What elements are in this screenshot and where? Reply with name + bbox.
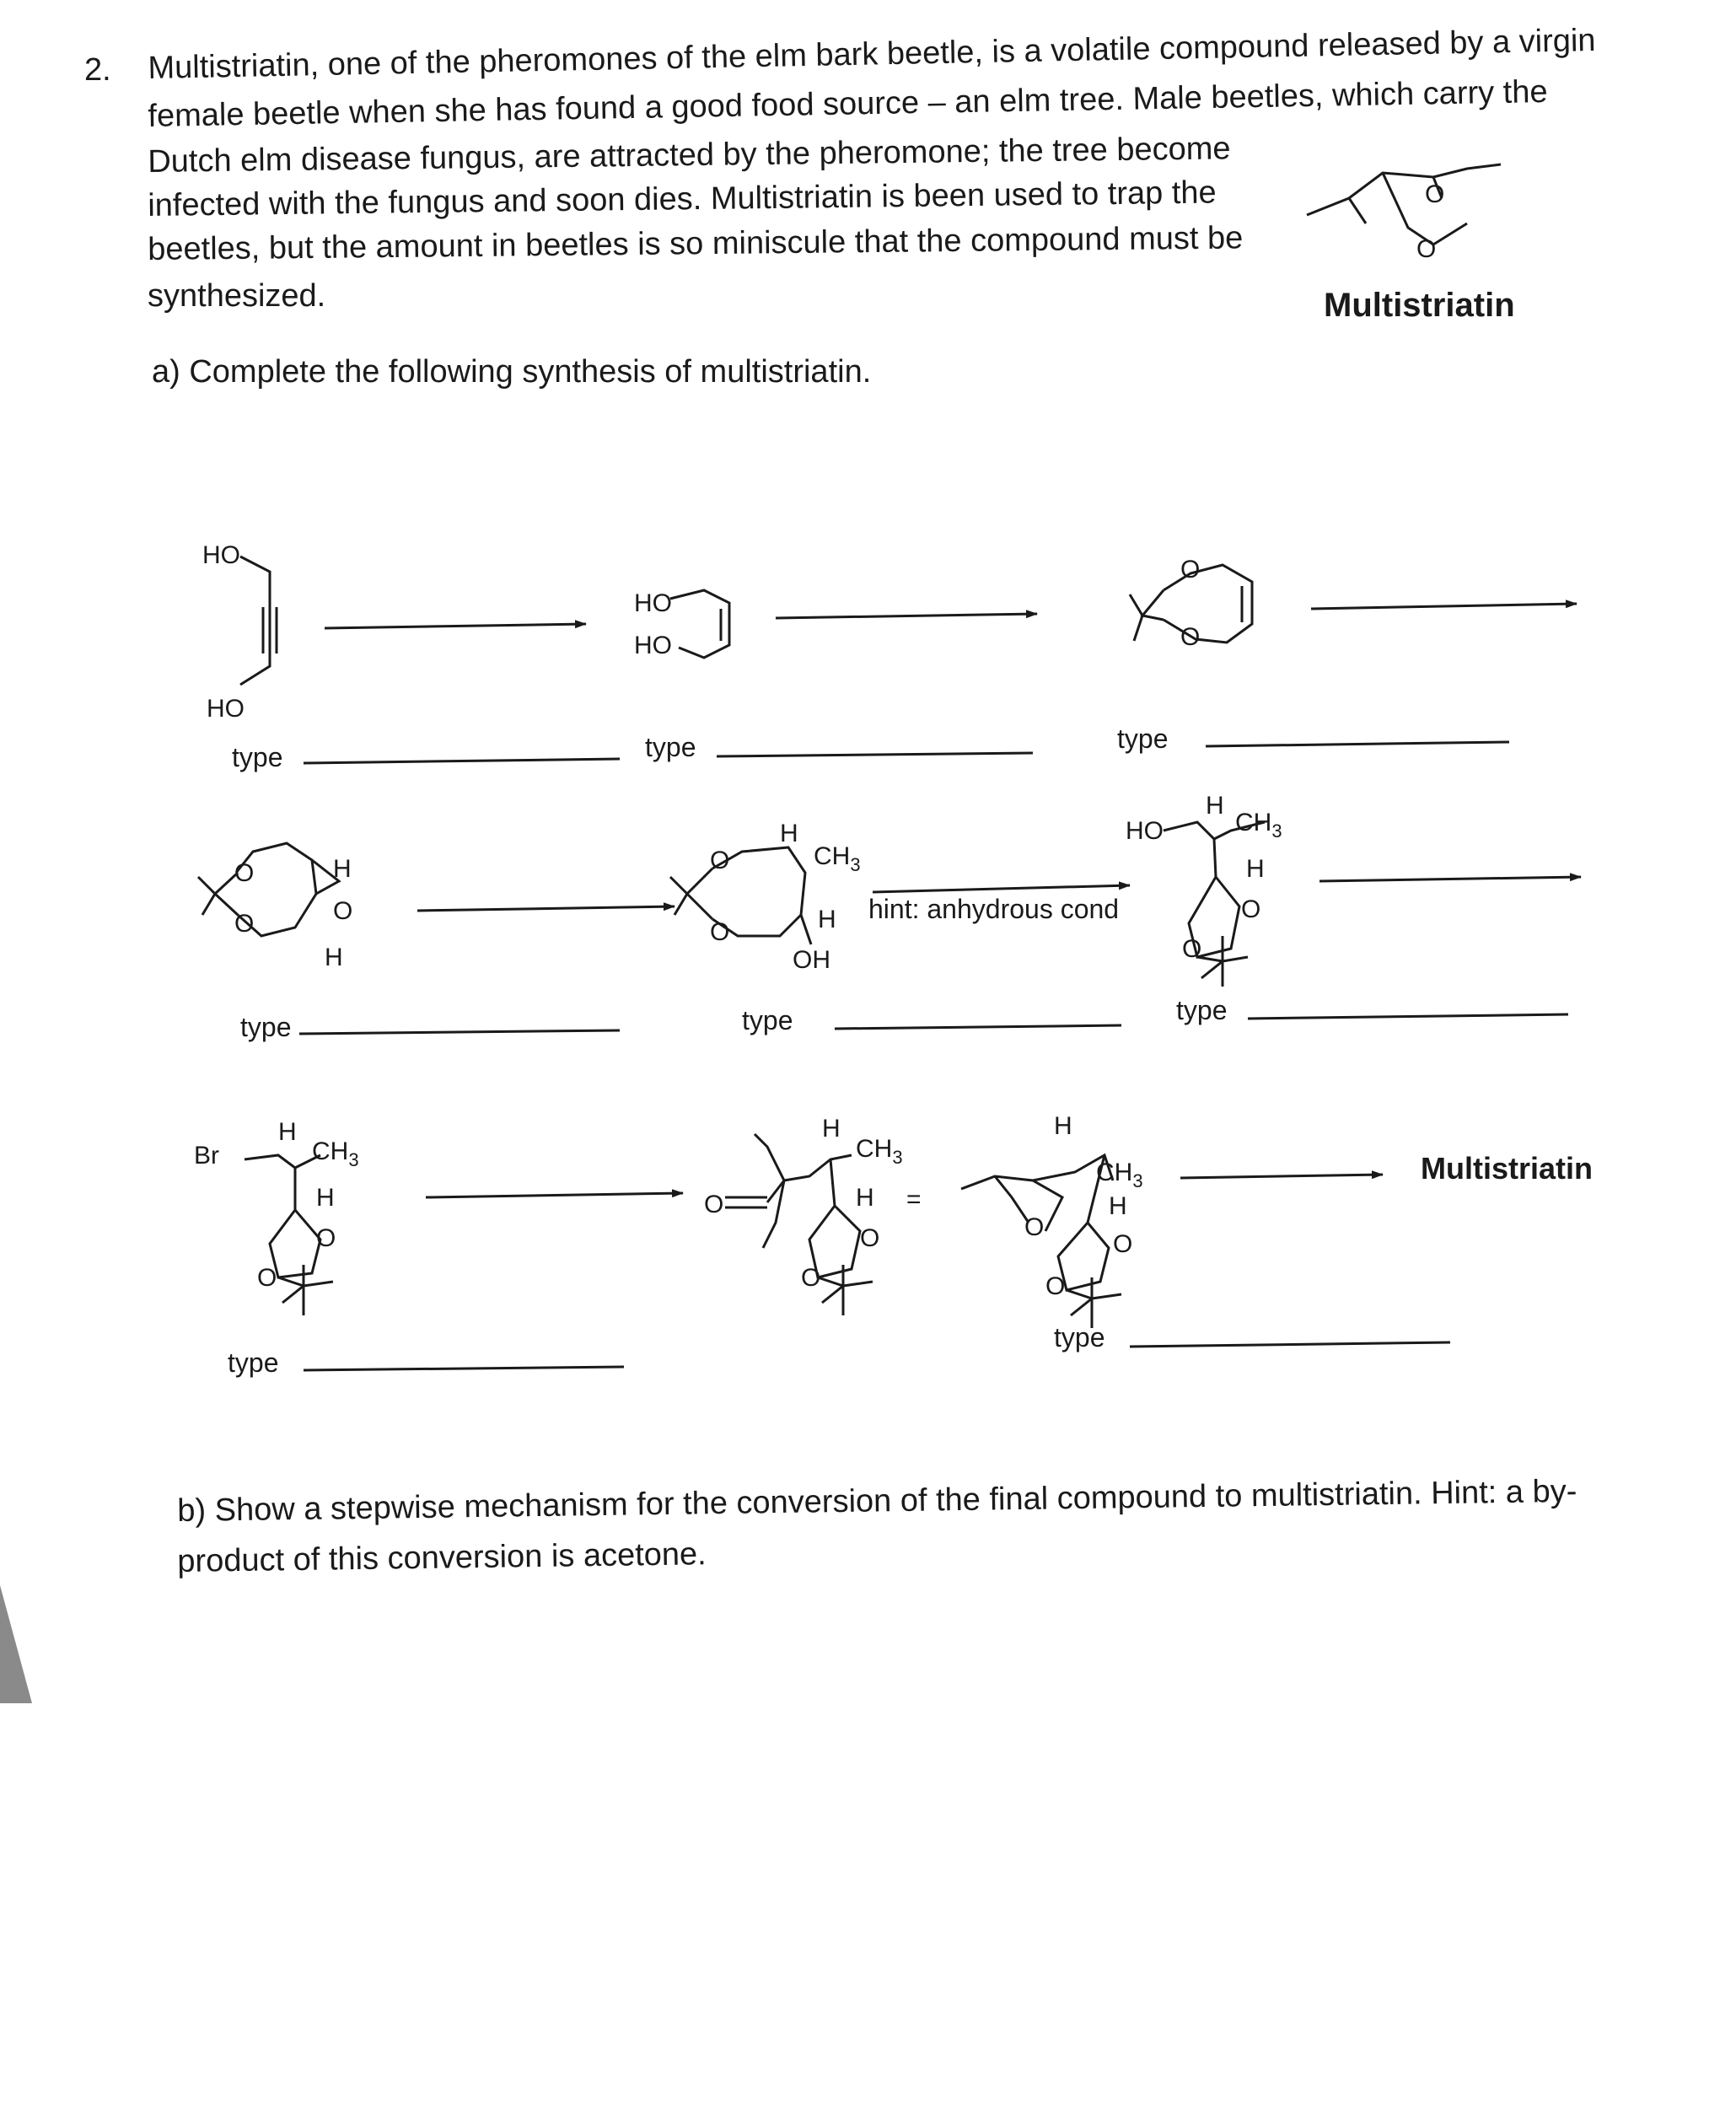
atom-h: H xyxy=(1246,855,1265,883)
type-line-8 xyxy=(1130,1342,1450,1347)
butynediol-structure xyxy=(240,557,277,685)
atom-ch3-text: CH xyxy=(814,842,851,870)
atom-oh: OH xyxy=(793,946,830,974)
type-line-7 xyxy=(304,1367,624,1370)
atom-o: O xyxy=(234,859,255,887)
atom-o: O xyxy=(710,847,730,874)
type-line-4 xyxy=(299,1030,620,1034)
part-a-prompt: a) Complete the following synthesis of multistriatin. xyxy=(152,354,872,390)
arrow-6 xyxy=(1319,877,1581,881)
atom-o: O xyxy=(704,1191,724,1218)
atom-ho: HO xyxy=(634,632,672,659)
question-number: 2. xyxy=(84,52,111,88)
atom-ch3 xyxy=(856,1135,903,1168)
atom-h: H xyxy=(333,855,352,883)
atom-ch3-text: CH xyxy=(856,1135,893,1163)
intro-line-6: synthesized. xyxy=(148,278,326,314)
atom-o: O xyxy=(234,910,255,938)
cis-diol-structure xyxy=(670,590,729,658)
type-line-1 xyxy=(304,759,620,763)
arrow-5 xyxy=(873,885,1130,892)
atom-br: Br xyxy=(194,1142,219,1170)
atom-o: O xyxy=(316,1224,336,1252)
type-label-6: type xyxy=(1176,995,1228,1025)
intro-line-2: female beetle when she has found a good food source – an elm tree. Male beetles, which carry the xyxy=(148,74,1548,134)
atom-h: H xyxy=(856,1184,874,1212)
atom-ch3 xyxy=(1096,1159,1143,1191)
arrow-2 xyxy=(776,614,1037,618)
page-edge-shadow xyxy=(0,1585,32,1703)
atom-h: H xyxy=(780,820,798,847)
atom-ch3 xyxy=(312,1137,359,1170)
type-label-3: type xyxy=(1117,723,1169,754)
type-line-5 xyxy=(835,1025,1121,1029)
type-label-1: type xyxy=(232,742,283,772)
type-label-2: type xyxy=(645,732,696,762)
atom-ho: HO xyxy=(634,589,672,617)
intro-line-4: infected with the fungus and soon dies. Multistriatin is been used to trap the xyxy=(148,175,1217,223)
atom-o: O xyxy=(1024,1213,1045,1241)
atom-o: O xyxy=(860,1224,880,1252)
atom-ho: HO xyxy=(202,541,240,569)
type-label-5: type xyxy=(742,1005,793,1035)
intro-line-3: Dutch elm disease fungus, are attracted by the pheromone; the tree become xyxy=(148,131,1231,180)
hint-anhydrous: hint: anhydrous cond xyxy=(868,894,1120,924)
atom-subscript: 3 xyxy=(1132,1170,1143,1191)
atom-ch3 xyxy=(814,842,861,875)
type-label-7: type xyxy=(228,1347,279,1378)
atom-h: H xyxy=(316,1184,335,1212)
atom-o: O xyxy=(710,918,730,946)
arrow-7 xyxy=(426,1193,683,1197)
atom-subscript: 3 xyxy=(892,1147,903,1168)
arrow-8 xyxy=(1180,1175,1383,1178)
atom-o: O xyxy=(1180,623,1201,651)
atom-o: O xyxy=(801,1264,821,1292)
arrow-4 xyxy=(417,906,675,911)
ketone-structure xyxy=(725,1134,873,1315)
atom-o: O xyxy=(1182,935,1202,963)
atom-ch3-text: CH xyxy=(312,1137,349,1165)
multistriatin-label: Multistriatin xyxy=(1324,287,1515,324)
atom-o: O xyxy=(333,897,353,925)
atom-h: H xyxy=(1109,1192,1127,1220)
atom-o: O xyxy=(1180,556,1201,583)
part-b-line-1: b) Show a stepwise mechanism for the conversion of the final compound to multistriatin. Hint: a by- xyxy=(177,1473,1577,1529)
atom-ho: HO xyxy=(1126,817,1164,845)
arrow-1 xyxy=(325,624,586,628)
type-line-2 xyxy=(717,753,1033,756)
epoxide-structure xyxy=(198,843,339,936)
atom-ch3 xyxy=(1235,809,1282,842)
atom-o: O xyxy=(257,1264,277,1292)
type-label-8: type xyxy=(1054,1322,1105,1352)
atom-h: H xyxy=(1206,792,1224,820)
atom-ch3-text: CH xyxy=(1096,1159,1133,1186)
atom-h: H xyxy=(1054,1112,1072,1140)
multistriatin-structure xyxy=(1307,164,1501,245)
atom-o: O xyxy=(1045,1272,1066,1300)
alcohol-structure xyxy=(670,847,811,944)
intro-line-1: Multistriatin, one of the pheromones of the elm bark beetle, is a volatile compound released by a virgin xyxy=(148,23,1596,86)
atom-subscript: 3 xyxy=(348,1149,359,1170)
atom-o: O xyxy=(1416,235,1437,263)
arrow-3 xyxy=(1311,604,1577,609)
atom-o: O xyxy=(1241,895,1261,923)
atom-ch3-text: CH xyxy=(1235,809,1272,836)
atom-h: H xyxy=(325,944,343,971)
part-b-line-2: product of this conversion is acetone. xyxy=(177,1536,707,1579)
atom-ho: HO xyxy=(207,695,245,723)
atom-h: H xyxy=(278,1118,297,1146)
type-line-3 xyxy=(1206,742,1509,746)
equals-sign: = xyxy=(906,1186,922,1213)
atom-subscript: 3 xyxy=(850,854,861,875)
atom-h: H xyxy=(818,906,836,933)
atom-o: O xyxy=(1113,1230,1133,1258)
type-label-4: type xyxy=(240,1012,292,1042)
intro-line-5: beetles, but the amount in beetles is so miniscule that the compound must be xyxy=(148,220,1244,267)
final-product-label: Multistriatin xyxy=(1421,1151,1593,1186)
atom-h: H xyxy=(822,1115,841,1143)
type-line-6 xyxy=(1248,1014,1568,1019)
atom-o: O xyxy=(1425,180,1445,208)
atom-subscript: 3 xyxy=(1271,820,1282,842)
